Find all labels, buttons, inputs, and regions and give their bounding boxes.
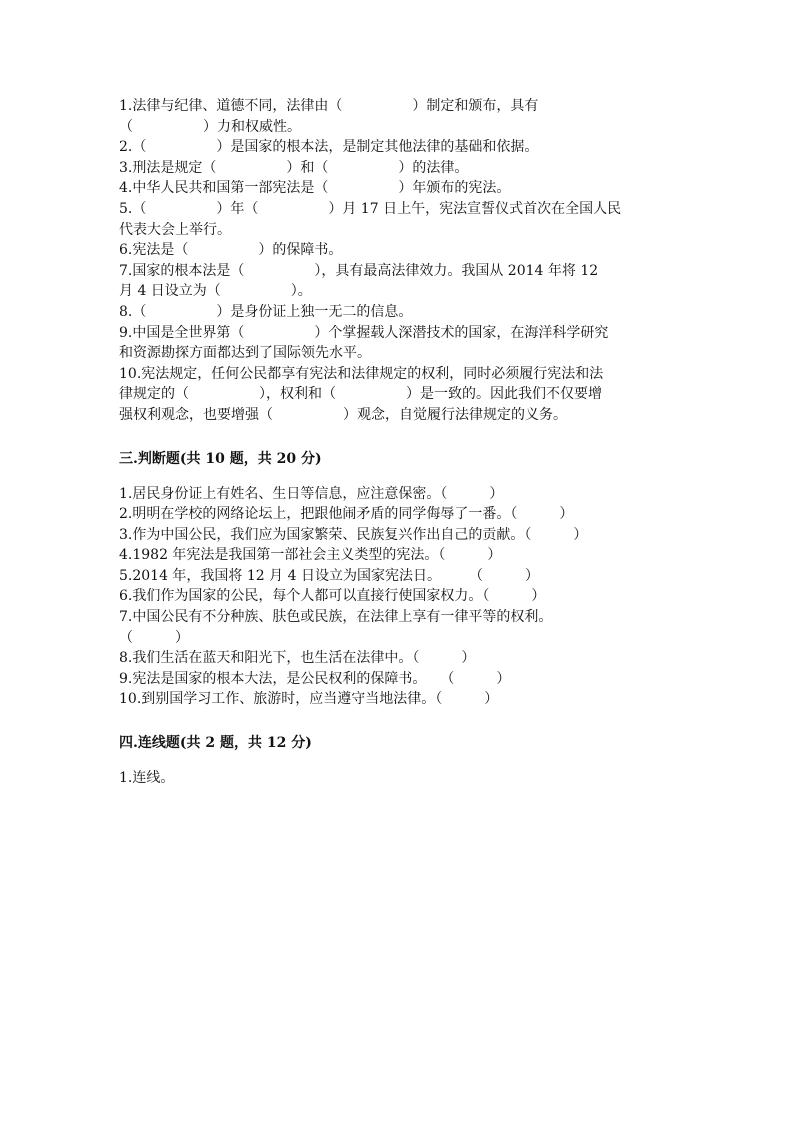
judge-line: 10.到别国学习工作、旅游时，应当遵守当地法律。（ ） (119, 691, 499, 708)
judge-line: 7.中国公民有不分种族、肤色或民族，在法律上享有一律平等的权利。 (119, 609, 553, 626)
fill-in-line: 4.中华人民共和国第一部宪法是（ ）年颁布的宪法。 (119, 180, 511, 197)
section-title-match: 四.连线题(共 2 题，共 12 分) (119, 735, 312, 752)
fill-in-line: 强权利观念，也要增强（ ）观念，自觉履行法律规定的义务。 (119, 406, 567, 423)
document-content (119, 96, 689, 789)
judge-section (119, 449, 689, 711)
fill-in-line: （ ）力和权威性。 (119, 118, 301, 135)
fill-in-line: 2.（ ）是国家的根本法，是制定其他法律的基础和依据。 (119, 139, 539, 156)
fill-in-line: 月 4 日设立为（ ）。 (119, 283, 312, 300)
judge-line: 3.作为中国公民，我们应为国家繁荣、民族复兴作出自己的贡献。（ ） (119, 526, 588, 543)
fill-in-line: 8.（ ）是身份证上独一无二的信息。 (119, 303, 413, 320)
fill-in-line: 代表大会上举行。 (119, 221, 231, 238)
fill-in-line: 和资源勘探方面都达到了国际领先水平。 (119, 345, 371, 362)
fill-in-line: 5.（ ）年（ ）月 17 日上午，宪法宣誓仪式首次在全国人民 (119, 200, 622, 217)
spacer (119, 426, 689, 449)
judge-line: 6.我们作为国家的公民，每个人都可以直接行使国家权力。（ ） (119, 588, 546, 605)
judge-line: 8.我们生活在蓝天和阳光下，也生活在法律中。（ ） (119, 650, 476, 667)
spacer (119, 710, 689, 733)
match-line: 1.连线。 (119, 770, 175, 787)
judge-line: （ ） (119, 629, 189, 646)
judge-line: 5.2014 年，我国将 12 月 4 日设立为国家宪法日。 （ ） (119, 567, 539, 584)
fill-in-section (119, 96, 689, 426)
judge-line: 1.居民身份证上有姓名、生日等信息，应注意保密。（ ） (119, 485, 504, 502)
fill-in-line: 律规定的（ ），权利和（ ）是一致的。因此我们不仅要增 (119, 386, 602, 403)
fill-in-line: 9.中国是全世界第（ ）个掌握载人深潜技术的国家，在海洋科学研究 (119, 324, 609, 341)
fill-in-line: 3.刑法是规定（ ）和（ ）的法律。 (119, 159, 469, 176)
judge-line: 2.明明在学校的网络论坛上，把跟他闹矛盾的同学侮辱了一番。（ ） (119, 506, 574, 523)
spacer (119, 469, 689, 484)
fill-in-line: 7.国家的根本法是（ ），具有最高法律效力。我国从 2014 年将 12 (119, 262, 599, 279)
fill-in-line: 1.法律与纪律、道德不同，法律由（ ）制定和颁布，具有 (119, 98, 539, 114)
spacer (119, 753, 689, 768)
fill-in-line: 10.宪法规定，任何公民都享有宪法和法律规定的权利，同时必须履行宪法和法 (119, 365, 604, 382)
judge-line: 4.1982 年宪法是我国第一部社会主义类型的宪法。（ ） (119, 547, 502, 564)
section-title-judge: 三.判断题(共 10 题，共 20 分) (119, 450, 322, 467)
fill-in-line: 6.宪法是（ ）的保障书。 (119, 242, 343, 259)
match-section (119, 733, 689, 789)
judge-line: 9.宪法是国家的根本大法，是公民权利的保障书。 （ ） (119, 670, 511, 687)
